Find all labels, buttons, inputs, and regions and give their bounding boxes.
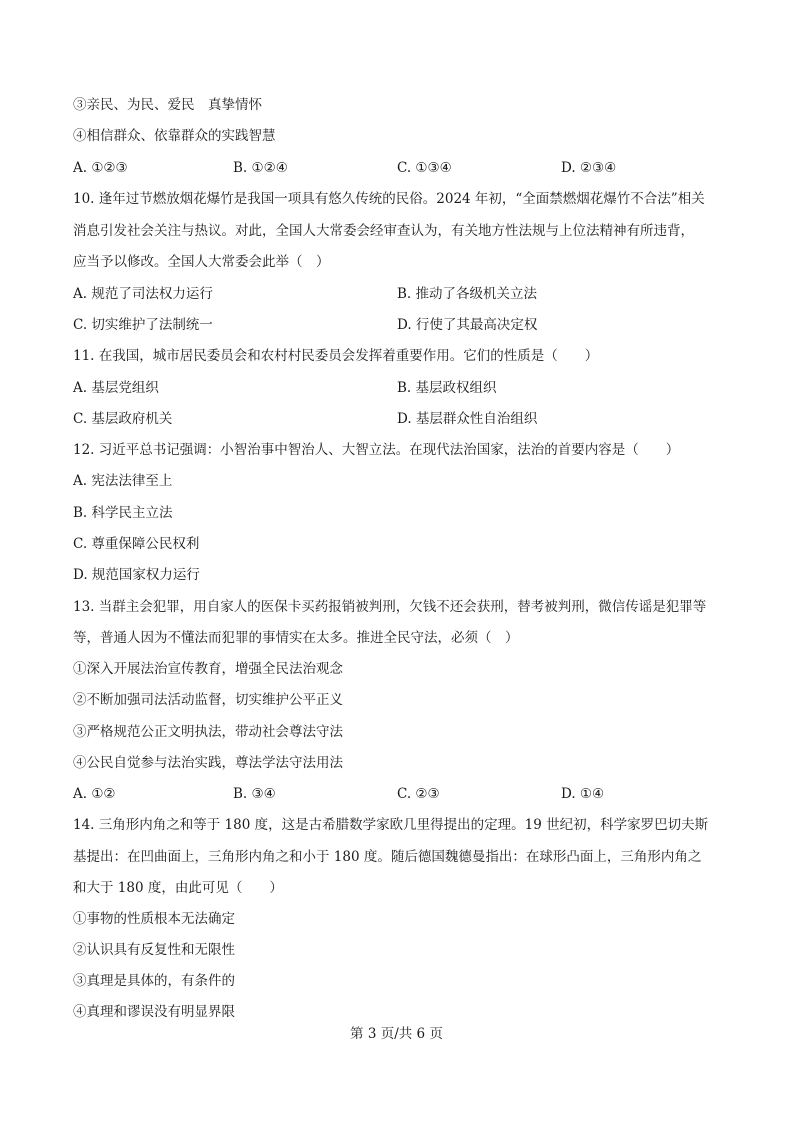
- q14-item-3: ③真理是具体的，有条件的: [73, 973, 235, 989]
- q9-option-b: B. ①②④: [233, 160, 288, 176]
- q12-stem: 12. 习近平总书记强调：小智治事中智治人、大智立法。在现代法治国家，法治的首要内容是（ ）: [73, 442, 680, 458]
- q12-option-a: A. 宪法法律至上: [73, 473, 173, 489]
- q10-options-row-2: [73, 315, 733, 335]
- q10-option-d: D. 行使了其最高决定权: [397, 317, 538, 333]
- q13-option-a: A. ①②: [73, 786, 116, 802]
- page-number: 第 3 页/共 6 页: [350, 1026, 443, 1042]
- q13-item-3: ③严格规范公正文明执法，带动社会尊法守法: [73, 724, 343, 740]
- q10-options-row-1: [73, 284, 733, 304]
- q10-stem-line-2: 消息引发社会关注与热议。对此，全国人大常委会经审查认为，有关地方性法规与上位法精神有所违背，: [73, 223, 694, 239]
- q9-item-4: ④相信群众、依靠群众的实践智慧: [73, 128, 276, 144]
- q9-option-d: D. ②③④: [561, 160, 617, 176]
- q11-option-b: B. 基层政权组织: [397, 380, 497, 396]
- q11-option-a: A. 基层党组织: [73, 380, 159, 396]
- q9-option-c: C. ①③④: [397, 160, 452, 176]
- q9-options: [73, 158, 733, 178]
- q13-item-1: ①深入开展法治宣传教育，增强全民法治观念: [73, 661, 343, 677]
- q13-item-2: ②不断加强司法活动监督，切实维护公平正义: [73, 692, 343, 708]
- q9-option-a: A. ①②③: [73, 160, 128, 176]
- q11-options-row-2: [73, 409, 733, 429]
- q13-option-b: B. ③④: [233, 786, 276, 802]
- q11-option-c: C. 基层政府机关: [73, 411, 173, 427]
- q12-option-b: B. 科学民主立法: [73, 505, 173, 521]
- q11-option-d: D. 基层群众性自治组织: [397, 411, 538, 427]
- q13-option-c: C. ②③: [397, 786, 440, 802]
- q13-option-d: D. ①④: [561, 786, 605, 802]
- q14-stem-line-1: 14. 三角形内角之和等于 180 度，这是古希腊数学家欧几里得提出的定理。19 世纪初，科学家罗巴切夫斯: [73, 817, 709, 833]
- q13-stem-line-2: 等，普通人因为不懂法而犯罪的事情实在太多。推进全民守法，必须（ ）: [73, 630, 519, 646]
- q11-stem: 11. 在我国，城市居民委员会和农村村民委员会发挥着重要作用。它们的性质是（ ）: [73, 348, 599, 364]
- q10-option-a: A. 规范了司法权力运行: [73, 286, 213, 302]
- q10-stem-line-3: 应当予以修改。全国人大常委会此举（ ）: [73, 254, 330, 270]
- q11-options-row-1: [73, 378, 733, 398]
- q13-item-4: ④公民自觉参与法治实践，尊法学法守法用法: [73, 755, 343, 771]
- q13-stem-line-1: 13. 当群主会犯罪，用自家人的医保卡买药报销被判刑，欠钱不还会获刑，替考被判刑，微信传谣是犯罪等: [73, 599, 707, 615]
- q14-item-1: ①事物的性质根本无法确定: [73, 911, 235, 927]
- q13-options: [73, 784, 733, 804]
- q9-item-3: ③亲民、为民、爱民 真挚情怀: [73, 97, 262, 113]
- q10-option-c: C. 切实维护了法制统一: [73, 317, 213, 333]
- q14-stem-line-2: 基提出：在凹曲面上，三角形内角之和小于 180 度。随后德国魏德曼指出：在球形凸面上，三角形内角之: [73, 849, 702, 865]
- q12-option-c: C. 尊重保障公民权利: [73, 536, 200, 552]
- q14-item-2: ②认识具有反复性和无限性: [73, 942, 235, 958]
- q12-option-d: D. 规范国家权力运行: [73, 567, 200, 583]
- q10-stem-line-1: 10. 逢年过节燃放烟花爆竹是我国一项具有悠久传统的民俗。2024 年初，“全面禁燃烟花爆竹不合法”相关: [73, 191, 705, 207]
- q10-option-b: B. 推动了各级机关立法: [397, 286, 538, 302]
- q14-stem-line-3: 和大于 180 度，由此可见（ ）: [73, 880, 283, 896]
- q14-item-4: ④真理和谬误没有明显界限: [73, 1004, 235, 1020]
